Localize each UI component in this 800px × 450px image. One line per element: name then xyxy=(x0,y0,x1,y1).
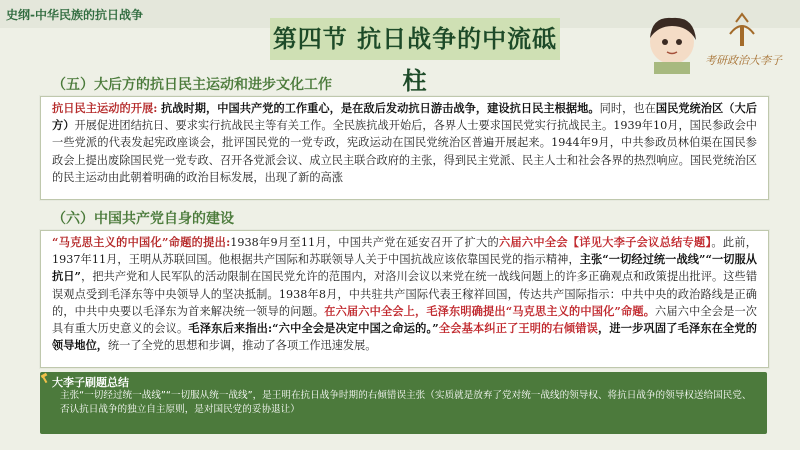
section6-t3: ，把共产党和人民军队的活动限制在国民党允许的范围内，对洛川会议以来党在统一战线问题上的许多正确观点和政策提出批评。这些错误观点受到毛泽东等中央领导人的坚决抵制。1938年8月，中共驻共产国际代表王稼祥回国，传达共产国际指示：中共中央的政治路线是正确的，中共中央要以毛泽东为首来解决统一领导的问题。 xyxy=(52,270,758,318)
section5-text xyxy=(52,100,757,186)
section6-r1: 六届六中全会【详见大李子会议总结专题】 xyxy=(498,235,712,249)
section5-heading: （五）大后方的抗日民主运动和进步文化工作 xyxy=(52,77,332,93)
brand-name: 考研政治大李子 xyxy=(705,54,782,67)
section6-t1: 1938年9月至11月，中国共产党在延安召开了扩大的 xyxy=(230,236,499,249)
section6-t2: 。此前，1937年11月，王明从苏联回国。他根据共产国际和苏联领导人关于中国抗战应该依靠国民党的指示精神， xyxy=(52,236,757,267)
section6-lead: “马克思主义的中国化”命题的提出: xyxy=(52,235,231,249)
section6-r2: 在六届六中全会上，毛泽东明确提出“马克思主义的中国化”命题。 xyxy=(324,303,656,318)
section6-text xyxy=(52,234,757,354)
section6-b3: ，进一步巩固了毛泽东在全党的领导地位， xyxy=(52,321,757,353)
summary-title: 大李子刷题总结 xyxy=(52,376,129,389)
section6-heading: （六）中国共产党自身的建设 xyxy=(52,211,234,227)
section6-r3: 全会基本纠正了王明的右倾错误 xyxy=(438,321,599,336)
gavel-icon xyxy=(40,372,52,384)
section5-text1: 同时，也在 xyxy=(599,102,656,115)
section5-lead: 抗日民主运动的开展: xyxy=(52,101,158,115)
page-title: 第四节 抗日战争的中流砥柱 xyxy=(270,18,560,60)
section6-b1: 主张“一切经过统一战线”“一切服从抗日” xyxy=(52,252,757,284)
section5-bold: 抗战时期，中国共产党的工作重心，是在敌后发动抗日游击战争，建设抗日民主根据地。 xyxy=(160,101,600,115)
section6-t5: 统一了全党的思想和步调，推动了各项工作迅速发展。 xyxy=(107,339,377,353)
summary-text: 主张“一切经过统一战线”“一切服从统一战线”，是王明在抗日战争时期的右倾错误主张（实质就是放弃了党对统一战线的领导权、将抗日战争的领导权送给国民党、否认抗日战争的独立自主原则，是对国民党的妥协退让） xyxy=(60,390,752,415)
section6-t4: 六届六中全会是一次具有重大历史意义的会议。 xyxy=(52,304,757,336)
breadcrumb: 史纲-中华民族的抗日战争 xyxy=(6,8,143,22)
cartoon-avatar-icon xyxy=(650,18,696,74)
section5-text2: 开展促进团结抗日、要求实行抗战民主等有关工作。全民族抗战开始后，各界人士要求国民党实行抗战民主。1939年10月，国民参政会中一些党派的代表发起宪政座谈会，批评国民党的一党专政，宪政运动在国民党统治区普遍开展起来。1944年9月，中共参政员林伯渠在国民参政会上提出废除国民党一党专政、召开各党派会议、成立民主联合政府的主张，得到民主党派、民主人士和社会各界的热烈响应。国民党统治区的民主运动由此朝着明确的政治目标发展，出现了新的高涨 xyxy=(52,119,757,184)
section5-bold2: 国民党统治区（大后方） xyxy=(52,101,757,133)
section6-b2: 毛泽东后来指出:“六中全会是决定中国之命运的。” xyxy=(188,321,439,336)
